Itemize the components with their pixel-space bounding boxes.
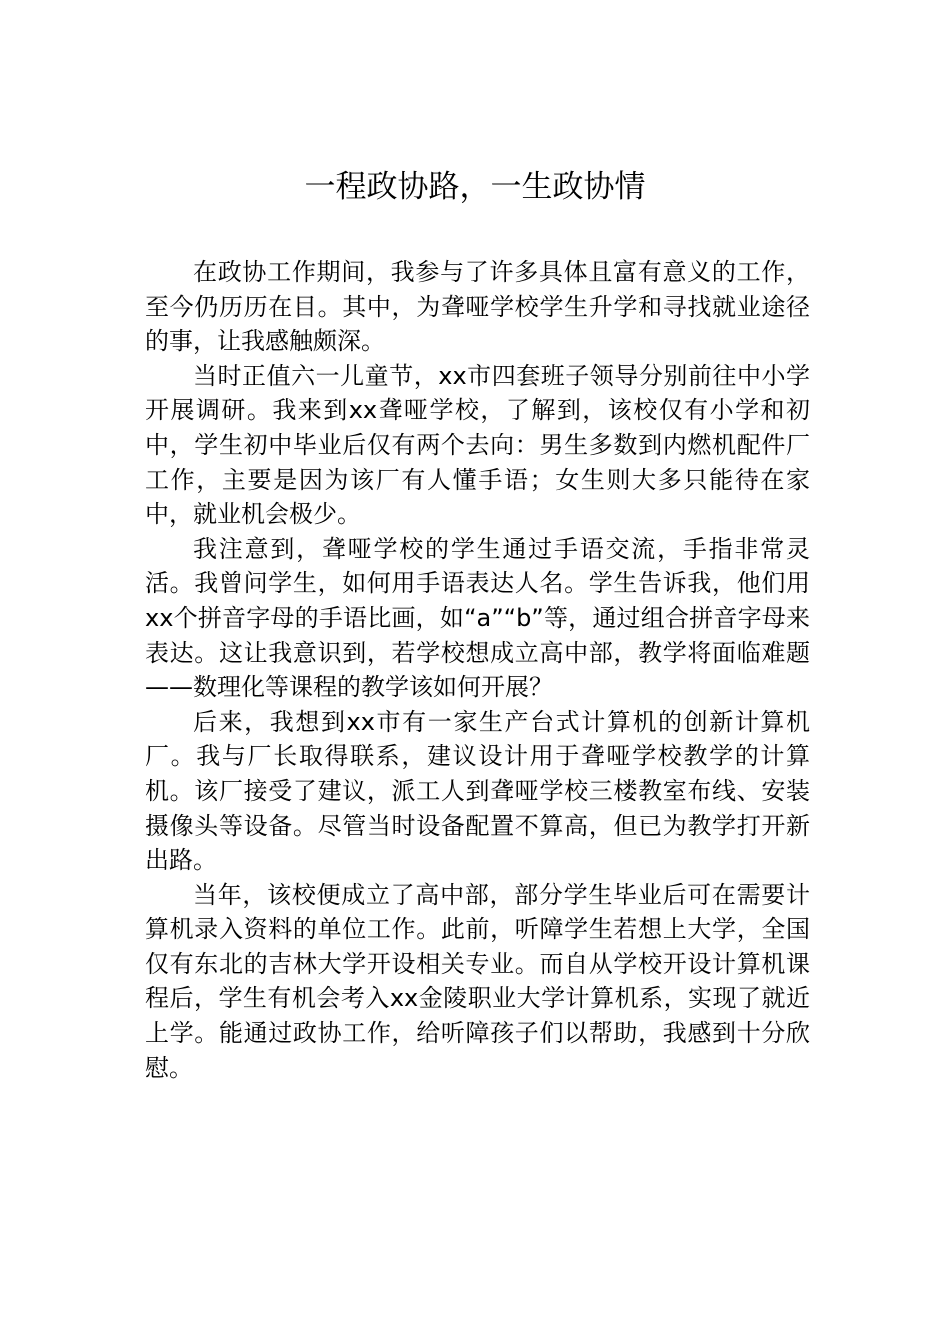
paragraph: 后来，我想到xx市有一家生产台式计算机的创新计算机厂。我与厂长取得联系，建议设计用于聋哑学校教学的计算机。该厂接受了建议，派工人到聋哑学校三楼教室布线、安装摄像头等设备。尽管当时设备配置不算高，但已为教学打开新出路。 [145,707,810,875]
paragraph: 当时正值六一儿童节，xx市四套班子领导分别前往中小学开展调研。我来到xx聋哑学校，了解到，该校仅有小学和初中，学生初中毕业后仅有两个去向：男生多数到内燃机配件厂工作，主要是因为该厂有人懂手语；女生则大多只能待在家中，就业机会极少。 [145,361,810,529]
paragraph: 在政协工作期间，我参与了许多具体且富有意义的工作，至今仍历历在目。其中，为聋哑学校学生升学和寻找就业途径的事，让我感触颇深。 [145,258,810,356]
paragraph: 当年，该校便成立了高中部，部分学生毕业后可在需要计算机录入资料的单位工作。此前，听障学生若想上大学，全国仅有东北的吉林大学开设相关专业。而自从学校开设计算机课程后，学生有机会考入xx金陵职业大学计算机系，实现了就近上学。能通过政协工作，给听障孩子们以帮助，我感到十分欣慰。 [145,880,810,1082]
document-body [145,255,810,1085]
document-title: 一程政协路，一生政协情 [304,169,646,205]
paragraph: 我注意到，聋哑学校的学生通过手语交流，手指非常灵活。我曾问学生，如何用手语表达人名。学生告诉我，他们用xx个拼音字母的手语比画，如“a”“b”等，通过组合拼音字母来表达。这让我意识到，若学校想成立高中部，教学将面临难题——数理化等课程的教学该如何开展？ [145,534,810,702]
